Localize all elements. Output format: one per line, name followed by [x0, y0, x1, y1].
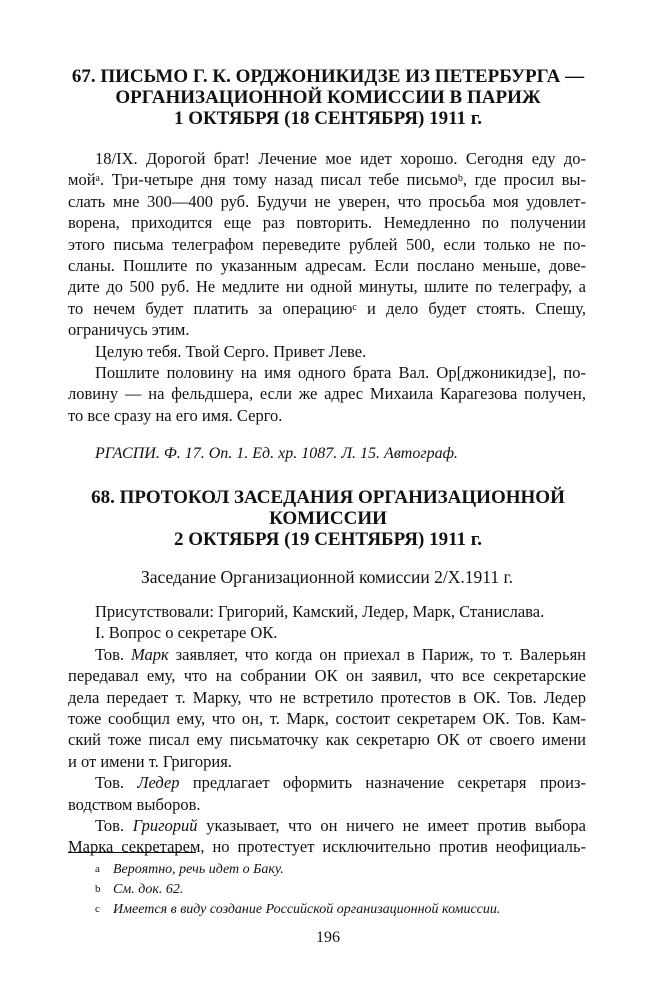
text-fragment: и дело будет стоять. Спешу,: [356, 298, 586, 318]
footnote-text: Вероятно, речь идет о Баку.: [113, 862, 284, 877]
doc68-protocol-body: [68, 601, 586, 858]
text-fragment: мой: [68, 170, 96, 190]
doc68-title-line: 68. ПРОТОКОЛ ЗАСЕДАНИЯ ОРГАНИЗАЦИОННОЙ: [91, 487, 565, 508]
text-line: слать мне 300—400 руб. Будучи не уверен, что просьба моя удовлет-: [68, 191, 586, 211]
text-fragment: то нечем будет платить за операцию: [68, 298, 353, 318]
footnote: [95, 880, 575, 900]
attendees-line: Присутствовали: Григорий, Камский, Ледер, Марк, Станислава.: [95, 602, 545, 621]
text-line: ловину — на фельдшера, если же адрес Михаила Карагезова получен,: [68, 384, 586, 404]
footnote-mark: a: [95, 863, 100, 875]
footnote-text: Имеется в виду создание Российской организационной комиссии.: [113, 902, 501, 917]
text-fragment: предлагает оформить назначение секретаря произ-: [179, 773, 586, 793]
speaker-name: Ледер: [137, 773, 180, 793]
doc67-letter-paragraph-1: [68, 148, 586, 426]
text-fragment: указывает, что он ничего не имеет против выбора: [197, 816, 587, 836]
text-line: этого письма телеграфом переведите рублей 500, если только не по-: [68, 234, 586, 254]
footnote: [95, 860, 575, 880]
text-line: [68, 815, 586, 836]
footnote-mark: b: [95, 883, 101, 895]
text-line: сланы. Пошлите по указанным адресам. Если послано меньше, дове-: [68, 256, 586, 276]
footnotes: [95, 860, 575, 920]
doc67-title-line: 67. ПИСЬМО Г. К. ОРДЖОНИКИДЗЕ ИЗ ПЕТЕРБУРГА —: [71, 66, 585, 87]
text-fragment: Тов.: [95, 816, 133, 836]
text-line: [68, 772, 586, 793]
footnote-ref-a: a: [95, 173, 100, 185]
text-fragment: Тов.: [95, 644, 131, 664]
text-line: Пошлите половину на имя одного брата Вал. Ор[джоникидзе], по-: [95, 363, 586, 383]
text-line: [68, 298, 586, 319]
text-line: и от имени т. Григория.: [68, 751, 232, 771]
text-line: ский тоже писал ему письматочку как секретарю ОК от своего имени: [68, 730, 586, 750]
text-line: тоже сообщил ему, что он, т. Марк, состоит секретарем ОК. Тов. Кам-: [68, 709, 586, 729]
footnote-divider: [68, 852, 196, 853]
doc67-title: [60, 66, 596, 129]
text-fragment: , где просил вы-: [462, 170, 587, 190]
text-line: дела передает т. Марку, что не встретило протестов в ОК. Тов. Ледер: [68, 687, 586, 707]
text-line: [68, 169, 586, 190]
doc67-letter-paragraph-2: Целую тебя. Твой Серго. Привет Леве.: [95, 341, 367, 361]
agenda-item: I. Вопрос о секретаре ОК.: [95, 623, 278, 643]
text-line: ворена, приходится еще раз повторить. Немедленно по получении: [68, 213, 586, 233]
text-line: то все сразу на его имя. Серго.: [68, 405, 283, 425]
doc67-archive-source: РГАСПИ. Ф. 17. Оп. 1. Ед. хр. 1087. Л. 15. Автограф.: [95, 445, 458, 462]
text-line: дите до 500 руб. Не медлите ни одной минуты, шлите по телеграфу, а: [68, 277, 586, 297]
text-fragment: . Три-четыре дня тому назад писал тебе письмо: [99, 170, 458, 190]
doc68-subtitle: Заседание Организационной комиссии 2/X.1911 г.: [140, 567, 514, 587]
page-number: 196: [316, 929, 340, 946]
speaker-name: Григорий: [132, 816, 198, 836]
text-line: Марка секретарем, но протестует исключительно против неофициаль-: [68, 837, 586, 857]
text-fragment: заявляет, что когда он приехал в Париж, то т. Валерьян: [168, 644, 586, 664]
footnote-mark: c: [95, 903, 100, 915]
text-line: водством выборов.: [68, 794, 201, 814]
doc68-title: [60, 487, 596, 550]
speaker-name: Марк: [130, 644, 169, 664]
footnote-text: См. док. 62.: [113, 882, 184, 897]
text-fragment: Тов.: [95, 773, 138, 793]
footnote-ref-c: c: [352, 301, 357, 313]
doc67-title-line: ОРГАНИЗАЦИОННОЙ КОМИССИИ В ПАРИЖ: [115, 87, 541, 108]
text-line: [68, 644, 586, 665]
footnote: [95, 900, 575, 920]
text-line: 18/IX. Дорогой брат! Лечение мое идет хорошо. Сегодня еду до-: [95, 149, 586, 168]
text-line: передавал ему, что на собрании ОК он заявил, что все секретарские: [68, 666, 586, 686]
doc68-title-line: КОМИССИИ: [269, 508, 387, 529]
text-line: ограничусь этим.: [68, 320, 190, 340]
doc68-title-line: 2 ОКТЯБРЯ (19 СЕНТЯБРЯ) 1911 г.: [173, 529, 483, 550]
footnote-ref-b: b: [457, 173, 463, 185]
doc67-title-line: 1 ОКТЯБРЯ (18 СЕНТЯБРЯ) 1911 г.: [173, 108, 483, 129]
